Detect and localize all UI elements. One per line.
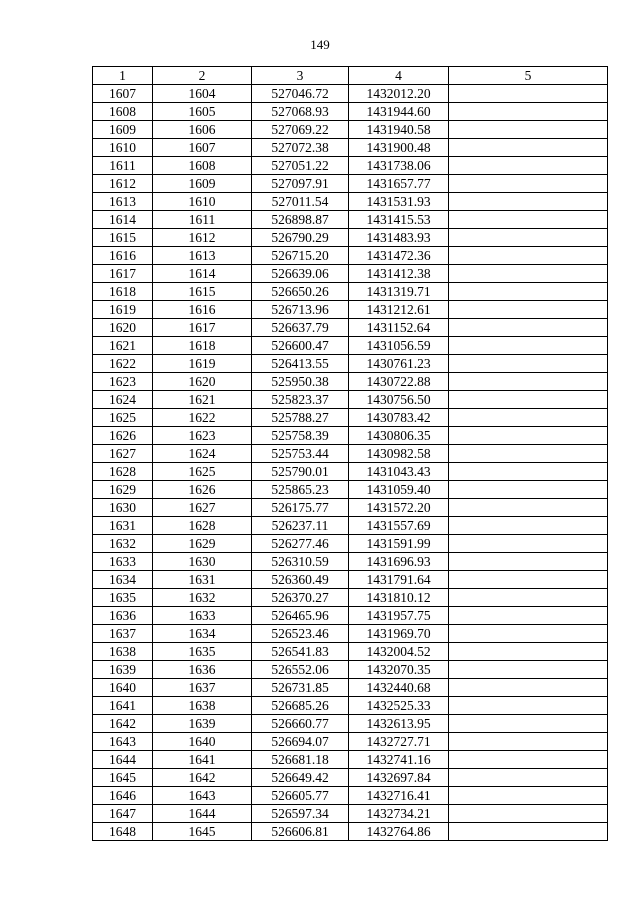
table-cell-col-5 [449, 769, 608, 787]
table-row [93, 103, 608, 121]
table-row [93, 355, 608, 373]
table-cell-col-3: 526237.11 [252, 517, 349, 535]
table-cell-col-1: 1632 [93, 535, 153, 553]
table-row [93, 751, 608, 769]
table-cell-col-2: 1610 [153, 193, 252, 211]
table-cell-col-2: 1643 [153, 787, 252, 805]
table-cell-col-2: 1615 [153, 283, 252, 301]
table-cell-col-2: 1625 [153, 463, 252, 481]
table-cell-col-3: 525788.27 [252, 409, 349, 427]
table-cell-col-5 [449, 787, 608, 805]
table-cell-col-4: 1431557.69 [349, 517, 449, 535]
table-row [93, 625, 608, 643]
table-cell-col-3: 526639.06 [252, 265, 349, 283]
table-cell-col-3: 526370.27 [252, 589, 349, 607]
table-cell-col-2: 1622 [153, 409, 252, 427]
table-cell-col-3: 526637.79 [252, 319, 349, 337]
table-cell-col-5 [449, 733, 608, 751]
table-cell-col-5 [449, 229, 608, 247]
table-cell-col-1: 1616 [93, 247, 153, 265]
table-row [93, 337, 608, 355]
table-header-row [93, 67, 608, 85]
table-cell-col-4: 1431152.64 [349, 319, 449, 337]
table-cell-col-2: 1641 [153, 751, 252, 769]
table-cell-col-5 [449, 679, 608, 697]
table-cell-col-4: 1431944.60 [349, 103, 449, 121]
table-cell-col-1: 1620 [93, 319, 153, 337]
table-cell-col-3: 526523.46 [252, 625, 349, 643]
table-cell-col-3: 525758.39 [252, 427, 349, 445]
table-cell-col-5 [449, 805, 608, 823]
table-cell-col-3: 526310.59 [252, 553, 349, 571]
table-cell-col-4: 1432525.33 [349, 697, 449, 715]
table-cell-col-4: 1430982.58 [349, 445, 449, 463]
table-row [93, 661, 608, 679]
table-cell-col-1: 1614 [93, 211, 153, 229]
table-row [93, 589, 608, 607]
table-row [93, 769, 608, 787]
table-cell-col-4: 1431738.06 [349, 157, 449, 175]
table-cell-col-1: 1610 [93, 139, 153, 157]
table-cell-col-2: 1631 [153, 571, 252, 589]
table-cell-col-1: 1625 [93, 409, 153, 427]
table-cell-col-4: 1431056.59 [349, 337, 449, 355]
table-cell-col-1: 1622 [93, 355, 153, 373]
table-cell-col-3: 526649.42 [252, 769, 349, 787]
table-cell-col-5 [449, 175, 608, 193]
table-cell-col-1: 1637 [93, 625, 153, 643]
table-cell-col-1: 1608 [93, 103, 153, 121]
table-cell-col-3: 527069.22 [252, 121, 349, 139]
table-cell-col-5 [449, 607, 608, 625]
table-cell-col-4: 1431212.61 [349, 301, 449, 319]
table-cell-col-5 [449, 445, 608, 463]
table-cell-col-3: 527068.93 [252, 103, 349, 121]
table-cell-col-1: 1611 [93, 157, 153, 175]
table-row [93, 85, 608, 103]
table-cell-col-3: 525950.38 [252, 373, 349, 391]
table-cell-col-2: 1607 [153, 139, 252, 157]
table-cell-col-1: 1634 [93, 571, 153, 589]
table-cell-col-3: 526413.55 [252, 355, 349, 373]
table-cell-col-4: 1431412.38 [349, 265, 449, 283]
table-cell-col-2: 1634 [153, 625, 252, 643]
column-header-5: 5 [449, 67, 608, 85]
table-cell-col-3: 525865.23 [252, 481, 349, 499]
table-cell-col-2: 1632 [153, 589, 252, 607]
table-cell-col-2: 1633 [153, 607, 252, 625]
table-cell-col-5 [449, 103, 608, 121]
column-header-2: 2 [153, 67, 252, 85]
table-cell-col-1: 1613 [93, 193, 153, 211]
table-cell-col-2: 1637 [153, 679, 252, 697]
table-row [93, 121, 608, 139]
table-cell-col-3: 526681.18 [252, 751, 349, 769]
table-cell-col-5 [449, 409, 608, 427]
table-cell-col-1: 1618 [93, 283, 153, 301]
table-cell-col-4: 1431969.70 [349, 625, 449, 643]
table-row [93, 283, 608, 301]
table-cell-col-4: 1431810.12 [349, 589, 449, 607]
table-cell-col-5 [449, 661, 608, 679]
table-cell-col-5 [449, 301, 608, 319]
table-cell-col-1: 1619 [93, 301, 153, 319]
table-cell-col-1: 1607 [93, 85, 153, 103]
table-cell-col-2: 1639 [153, 715, 252, 733]
table-cell-col-5 [449, 823, 608, 841]
table-cell-col-5 [449, 715, 608, 733]
table-cell-col-4: 1431059.40 [349, 481, 449, 499]
table-cell-col-2: 1640 [153, 733, 252, 751]
table-cell-col-2: 1613 [153, 247, 252, 265]
table-row [93, 247, 608, 265]
table-row [93, 553, 608, 571]
table-cell-col-4: 1431572.20 [349, 499, 449, 517]
table-cell-col-2: 1612 [153, 229, 252, 247]
table-cell-col-2: 1611 [153, 211, 252, 229]
table-cell-col-2: 1619 [153, 355, 252, 373]
table-cell-col-3: 526277.46 [252, 535, 349, 553]
table-row [93, 265, 608, 283]
table-cell-col-3: 525790.01 [252, 463, 349, 481]
table-cell-col-4: 1432440.68 [349, 679, 449, 697]
table-cell-col-1: 1628 [93, 463, 153, 481]
table-cell-col-4: 1430783.42 [349, 409, 449, 427]
table-cell-col-5 [449, 247, 608, 265]
table-cell-col-2: 1605 [153, 103, 252, 121]
table-cell-col-5 [449, 625, 608, 643]
table-row [93, 427, 608, 445]
table-cell-col-5 [449, 373, 608, 391]
table-cell-col-5 [449, 643, 608, 661]
table-cell-col-2: 1630 [153, 553, 252, 571]
table-row [93, 787, 608, 805]
table-cell-col-4: 1432697.84 [349, 769, 449, 787]
table-cell-col-5 [449, 535, 608, 553]
table-cell-col-3: 525823.37 [252, 391, 349, 409]
table-cell-col-5 [449, 391, 608, 409]
table-cell-col-2: 1636 [153, 661, 252, 679]
table-cell-col-4: 1431472.36 [349, 247, 449, 265]
table-cell-col-2: 1617 [153, 319, 252, 337]
table-cell-col-5 [449, 283, 608, 301]
table-row [93, 733, 608, 751]
table-cell-col-5 [449, 589, 608, 607]
table-cell-col-2: 1628 [153, 517, 252, 535]
table-cell-col-3: 526685.26 [252, 697, 349, 715]
table-cell-col-5 [449, 211, 608, 229]
table-cell-col-1: 1630 [93, 499, 153, 517]
table-cell-col-4: 1432070.35 [349, 661, 449, 679]
table-row [93, 679, 608, 697]
table-row [93, 517, 608, 535]
table-cell-col-5 [449, 499, 608, 517]
table-cell-col-3: 526465.96 [252, 607, 349, 625]
table-cell-col-3: 527072.38 [252, 139, 349, 157]
table-cell-col-1: 1617 [93, 265, 153, 283]
table-cell-col-1: 1623 [93, 373, 153, 391]
table-cell-col-5 [449, 193, 608, 211]
table-cell-col-4: 1431657.77 [349, 175, 449, 193]
table-cell-col-5 [449, 265, 608, 283]
table-cell-col-1: 1641 [93, 697, 153, 715]
table-cell-col-2: 1608 [153, 157, 252, 175]
table-cell-col-2: 1644 [153, 805, 252, 823]
table-row [93, 409, 608, 427]
page-number: 149 [310, 37, 330, 52]
table-cell-col-1: 1640 [93, 679, 153, 697]
table-row [93, 805, 608, 823]
table-cell-col-2: 1635 [153, 643, 252, 661]
column-header-4: 4 [349, 67, 449, 85]
table-cell-col-3: 526898.87 [252, 211, 349, 229]
table-cell-col-2: 1606 [153, 121, 252, 139]
table-row [93, 229, 608, 247]
table-cell-col-2: 1642 [153, 769, 252, 787]
table-cell-col-5 [449, 121, 608, 139]
table-row [93, 157, 608, 175]
table-cell-col-3: 526660.77 [252, 715, 349, 733]
table-cell-col-1: 1624 [93, 391, 153, 409]
table-row [93, 499, 608, 517]
table-cell-col-4: 1431415.53 [349, 211, 449, 229]
table-row [93, 481, 608, 499]
table-cell-col-4: 1432741.16 [349, 751, 449, 769]
table-cell-col-4: 1432613.95 [349, 715, 449, 733]
table-cell-col-1: 1648 [93, 823, 153, 841]
table-cell-col-1: 1627 [93, 445, 153, 463]
table-cell-col-2: 1618 [153, 337, 252, 355]
table-cell-col-2: 1629 [153, 535, 252, 553]
table-cell-col-1: 1638 [93, 643, 153, 661]
table-cell-col-3: 527051.22 [252, 157, 349, 175]
table-cell-col-4: 1430756.50 [349, 391, 449, 409]
table-cell-col-1: 1615 [93, 229, 153, 247]
table-cell-col-3: 526650.26 [252, 283, 349, 301]
table-cell-col-1: 1644 [93, 751, 153, 769]
table-cell-col-4: 1431043.43 [349, 463, 449, 481]
table-cell-col-2: 1638 [153, 697, 252, 715]
table-cell-col-5 [449, 751, 608, 769]
table-cell-col-4: 1432012.20 [349, 85, 449, 103]
table-cell-col-3: 526605.77 [252, 787, 349, 805]
table-cell-col-1: 1636 [93, 607, 153, 625]
table-row [93, 373, 608, 391]
table-cell-col-2: 1624 [153, 445, 252, 463]
table-row [93, 463, 608, 481]
table-cell-col-3: 526552.06 [252, 661, 349, 679]
table-row [93, 823, 608, 841]
table-cell-col-5 [449, 355, 608, 373]
table-cell-col-3: 526694.07 [252, 733, 349, 751]
table-row [93, 445, 608, 463]
table-cell-col-1: 1621 [93, 337, 153, 355]
table-cell-col-5 [449, 481, 608, 499]
table-cell-col-1: 1647 [93, 805, 153, 823]
table-cell-col-5 [449, 427, 608, 445]
table-row [93, 391, 608, 409]
table-cell-col-4: 1431900.48 [349, 139, 449, 157]
column-header-1: 1 [93, 67, 153, 85]
table-cell-col-1: 1612 [93, 175, 153, 193]
table-row [93, 535, 608, 553]
table-row [93, 607, 608, 625]
table-cell-col-1: 1635 [93, 589, 153, 607]
table-cell-col-2: 1616 [153, 301, 252, 319]
table-cell-col-2: 1620 [153, 373, 252, 391]
table-cell-col-5 [449, 85, 608, 103]
table-cell-col-2: 1623 [153, 427, 252, 445]
table-cell-col-4: 1431940.58 [349, 121, 449, 139]
table-row [93, 571, 608, 589]
table-cell-col-1: 1629 [93, 481, 153, 499]
table-cell-col-3: 526597.34 [252, 805, 349, 823]
table-row [93, 139, 608, 157]
table-cell-col-1: 1642 [93, 715, 153, 733]
table-cell-col-3: 526731.85 [252, 679, 349, 697]
table-body [93, 85, 608, 841]
table-cell-col-1: 1639 [93, 661, 153, 679]
table-cell-col-4: 1431319.71 [349, 283, 449, 301]
table-cell-col-5 [449, 139, 608, 157]
table-cell-col-2: 1621 [153, 391, 252, 409]
table-cell-col-1: 1626 [93, 427, 153, 445]
table-row [93, 301, 608, 319]
table-row [93, 193, 608, 211]
table-cell-col-4: 1431696.93 [349, 553, 449, 571]
table-cell-col-4: 1431483.93 [349, 229, 449, 247]
table-cell-col-3: 526606.81 [252, 823, 349, 841]
table-row [93, 643, 608, 661]
table-cell-col-4: 1432004.52 [349, 643, 449, 661]
table-cell-col-1: 1631 [93, 517, 153, 535]
table-cell-col-2: 1627 [153, 499, 252, 517]
column-header-3: 3 [252, 67, 349, 85]
table-cell-col-4: 1430722.88 [349, 373, 449, 391]
table-cell-col-5 [449, 517, 608, 535]
table-cell-col-4: 1432727.71 [349, 733, 449, 751]
table-cell-col-2: 1609 [153, 175, 252, 193]
table-cell-col-1: 1633 [93, 553, 153, 571]
table-cell-col-3: 526713.96 [252, 301, 349, 319]
table-cell-col-3: 526790.29 [252, 229, 349, 247]
table-row [93, 715, 608, 733]
table-cell-col-3: 525753.44 [252, 445, 349, 463]
table-row [93, 211, 608, 229]
table-cell-col-4: 1432764.86 [349, 823, 449, 841]
table-cell-col-1: 1643 [93, 733, 153, 751]
table-cell-col-2: 1614 [153, 265, 252, 283]
table-cell-col-4: 1431591.99 [349, 535, 449, 553]
table-cell-col-2: 1645 [153, 823, 252, 841]
table-cell-col-2: 1604 [153, 85, 252, 103]
table-cell-col-4: 1432716.41 [349, 787, 449, 805]
table-cell-col-1: 1609 [93, 121, 153, 139]
table-cell-col-3: 527097.91 [252, 175, 349, 193]
table-row [93, 697, 608, 715]
table-cell-col-2: 1626 [153, 481, 252, 499]
table-cell-col-4: 1432734.21 [349, 805, 449, 823]
table-cell-col-4: 1430806.35 [349, 427, 449, 445]
coordinates-table [92, 66, 608, 841]
table-cell-col-4: 1431957.75 [349, 607, 449, 625]
table-cell-col-3: 526360.49 [252, 571, 349, 589]
table-cell-col-3: 526600.47 [252, 337, 349, 355]
table-cell-col-1: 1646 [93, 787, 153, 805]
table-cell-col-5 [449, 319, 608, 337]
table-cell-col-5 [449, 697, 608, 715]
table-cell-col-5 [449, 157, 608, 175]
table-cell-col-4: 1431531.93 [349, 193, 449, 211]
table-cell-col-5 [449, 337, 608, 355]
table-cell-col-3: 526715.20 [252, 247, 349, 265]
table-cell-col-5 [449, 571, 608, 589]
table-row [93, 319, 608, 337]
table-cell-col-3: 527046.72 [252, 85, 349, 103]
table-cell-col-3: 526175.77 [252, 499, 349, 517]
table-cell-col-5 [449, 553, 608, 571]
table-cell-col-1: 1645 [93, 769, 153, 787]
table-cell-col-3: 527011.54 [252, 193, 349, 211]
table-cell-col-4: 1431791.64 [349, 571, 449, 589]
table-cell-col-3: 526541.83 [252, 643, 349, 661]
table-row [93, 175, 608, 193]
table-cell-col-4: 1430761.23 [349, 355, 449, 373]
table-cell-col-5 [449, 463, 608, 481]
